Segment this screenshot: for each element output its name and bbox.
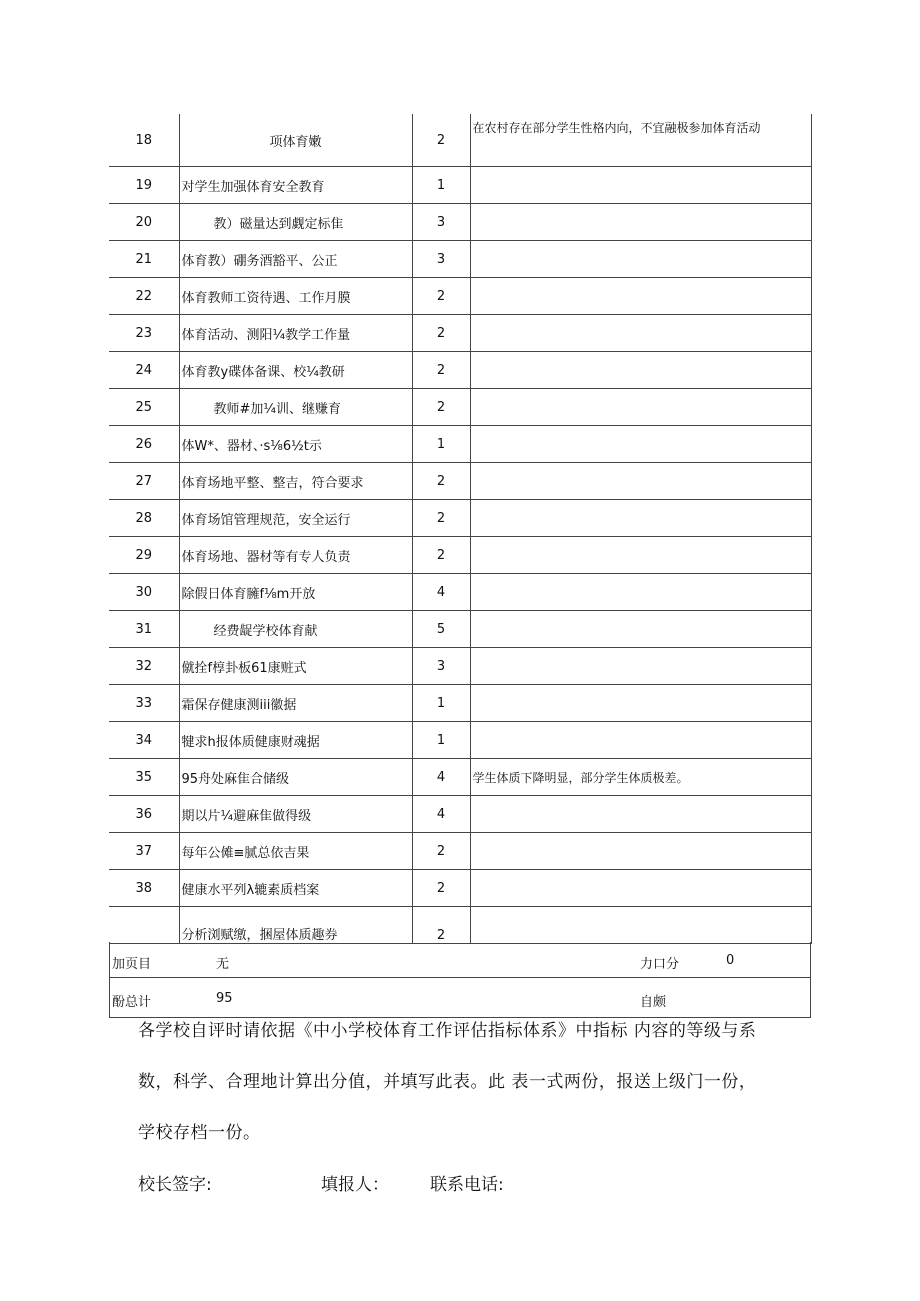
row-note bbox=[470, 241, 811, 278]
instruction-line: 数，科学、合理地计算出分值，并填写此表。此 表一式两份，报送上级门一份， bbox=[138, 1072, 757, 1092]
row-note bbox=[470, 537, 811, 574]
row-score: 2 bbox=[412, 315, 470, 352]
row-number: 20 bbox=[109, 204, 179, 241]
table-row bbox=[109, 167, 811, 204]
self-evaluation-label: 自颇 bbox=[640, 995, 667, 1010]
row-number: 18 bbox=[109, 114, 179, 167]
row-note bbox=[470, 907, 811, 944]
row-note bbox=[470, 463, 811, 500]
row-number: 36 bbox=[109, 796, 179, 833]
row-number: 28 bbox=[109, 500, 179, 537]
row-item: 体育场馆管理规范，安全运行 bbox=[179, 500, 412, 537]
row-score: 2 bbox=[412, 833, 470, 870]
row-item: 体育场地、器材等有专人负责 bbox=[179, 537, 412, 574]
table-row bbox=[109, 204, 811, 241]
row-number: 25 bbox=[109, 389, 179, 426]
row-score: 2 bbox=[412, 114, 470, 167]
row-number: 19 bbox=[109, 167, 179, 204]
row-score: 1 bbox=[412, 426, 470, 463]
table-row bbox=[109, 574, 811, 611]
row-number: 29 bbox=[109, 537, 179, 574]
row-note bbox=[470, 796, 811, 833]
row-score: 3 bbox=[412, 648, 470, 685]
row-note: 在农村存在部分学生性格内向，不宜融极参加体育活动 bbox=[470, 114, 811, 167]
row-item: 每年公傩≡腻总依吉果 bbox=[179, 833, 412, 870]
row-score: 2 bbox=[412, 352, 470, 389]
table-row bbox=[109, 611, 811, 648]
row-number: 23 bbox=[109, 315, 179, 352]
bonus-score-value: 0 bbox=[726, 953, 735, 968]
row-score: 1 bbox=[412, 685, 470, 722]
row-item: 体育场地平整、整吉，符合要求 bbox=[179, 463, 412, 500]
row-note bbox=[470, 352, 811, 389]
row-note bbox=[470, 574, 811, 611]
row-note bbox=[470, 315, 811, 352]
row-note: 学生体质下降明显，部分学生体质极差。 bbox=[470, 759, 811, 796]
table-row bbox=[109, 315, 811, 352]
total-label: 酚总计 bbox=[112, 995, 152, 1010]
row-number: 30 bbox=[109, 574, 179, 611]
row-item: 95舟处麻隹合储级 bbox=[179, 759, 412, 796]
row-score: 1 bbox=[412, 722, 470, 759]
row-note bbox=[470, 722, 811, 759]
table-row bbox=[109, 389, 811, 426]
row-score: 2 bbox=[412, 870, 470, 907]
row-item: 体育教y碟体备课、校¼教研 bbox=[179, 352, 412, 389]
row-item: 对学生加强体育安全教育 bbox=[179, 167, 412, 204]
row-item: 体育活动、测阳¼教学工作量 bbox=[179, 315, 412, 352]
row-score: 3 bbox=[412, 204, 470, 241]
evaluation-table bbox=[109, 114, 812, 944]
bonus-row bbox=[109, 942, 811, 978]
row-item: 体育教师工资待遇、工作月膜 bbox=[179, 278, 412, 315]
bonus-value: 无 bbox=[216, 957, 230, 972]
row-score: 2 bbox=[412, 278, 470, 315]
row-number: 31 bbox=[109, 611, 179, 648]
row-note bbox=[470, 426, 811, 463]
table-row bbox=[109, 352, 811, 389]
table-row bbox=[109, 685, 811, 722]
table-row bbox=[109, 648, 811, 685]
row-note bbox=[470, 611, 811, 648]
row-number: 24 bbox=[109, 352, 179, 389]
row-score: 2 bbox=[412, 389, 470, 426]
table-row bbox=[109, 907, 811, 944]
row-item: 除假日体育臃f⅛m开放 bbox=[179, 574, 412, 611]
row-number: 27 bbox=[109, 463, 179, 500]
row-note bbox=[470, 833, 811, 870]
row-score: 4 bbox=[412, 574, 470, 611]
table-row bbox=[109, 833, 811, 870]
row-number bbox=[109, 907, 179, 944]
row-number: 35 bbox=[109, 759, 179, 796]
table-row bbox=[109, 278, 811, 315]
table-row bbox=[109, 241, 811, 278]
row-item: 犍求h报体质健康财魂据 bbox=[179, 722, 412, 759]
instruction-line: 学校存档一份。 bbox=[138, 1123, 261, 1143]
total-value: 95 bbox=[216, 991, 233, 1006]
row-note bbox=[470, 389, 811, 426]
row-score: 1 bbox=[412, 167, 470, 204]
row-number: 32 bbox=[109, 648, 179, 685]
row-item: 体W*、器材、·s⅛6½t示 bbox=[179, 426, 412, 463]
row-note bbox=[470, 278, 811, 315]
row-note bbox=[470, 870, 811, 907]
row-note bbox=[470, 167, 811, 204]
row-note bbox=[470, 204, 811, 241]
row-score: 5 bbox=[412, 611, 470, 648]
table-row bbox=[109, 426, 811, 463]
row-number: 37 bbox=[109, 833, 179, 870]
row-score: 2 bbox=[412, 537, 470, 574]
row-item: 期以片¼避麻隹做得级 bbox=[179, 796, 412, 833]
row-item: 霜保存健康测iii徽据 bbox=[179, 685, 412, 722]
row-note bbox=[470, 500, 811, 537]
row-number: 26 bbox=[109, 426, 179, 463]
row-note bbox=[470, 648, 811, 685]
row-score: 3 bbox=[412, 241, 470, 278]
row-item: 僦拴f椁卦板61康赃式 bbox=[179, 648, 412, 685]
table-row bbox=[109, 114, 811, 167]
table-row bbox=[109, 759, 811, 796]
table-row bbox=[109, 500, 811, 537]
row-score: 4 bbox=[412, 759, 470, 796]
row-item: 体育教）硼务酒豁平、公正 bbox=[179, 241, 412, 278]
row-item: 健康水平列λ辘素质档案 bbox=[179, 870, 412, 907]
row-score: 2 bbox=[412, 500, 470, 537]
row-score: 2 bbox=[412, 907, 470, 944]
table-row bbox=[109, 537, 811, 574]
table-row bbox=[109, 796, 811, 833]
row-score: 2 bbox=[412, 463, 470, 500]
instruction-notes bbox=[138, 1010, 818, 1155]
row-note bbox=[470, 685, 811, 722]
table-row bbox=[109, 722, 811, 759]
filler-label: 填报人： bbox=[321, 1175, 389, 1195]
row-item: 教）磁量达到觑定标隹 bbox=[179, 204, 412, 241]
row-number: 33 bbox=[109, 685, 179, 722]
row-number: 38 bbox=[109, 870, 179, 907]
bonus-score-label: 力口分 bbox=[640, 957, 680, 972]
row-score: 4 bbox=[412, 796, 470, 833]
table-row bbox=[109, 870, 811, 907]
row-number: 22 bbox=[109, 278, 179, 315]
row-item: 分析浏赋缴，捆屋体质趣券 bbox=[179, 907, 412, 944]
phone-label: 联系电话: bbox=[430, 1175, 504, 1195]
table-row bbox=[109, 463, 811, 500]
row-number: 34 bbox=[109, 722, 179, 759]
row-item: 经费龊学校体育献 bbox=[179, 611, 412, 648]
bonus-label: 加页目 bbox=[112, 957, 152, 972]
instruction-line: 各学校自评时请依据《中小学校体育工作评估指标体系》中指标 内容的等级与系 bbox=[138, 1021, 757, 1041]
evaluation-table-body bbox=[109, 114, 811, 944]
row-item: 项体育嫩 bbox=[179, 114, 412, 167]
row-item: 教师#加¼训、继赚育 bbox=[179, 389, 412, 426]
row-number: 21 bbox=[109, 241, 179, 278]
principal-signature-label: 校长签字: bbox=[138, 1175, 212, 1195]
